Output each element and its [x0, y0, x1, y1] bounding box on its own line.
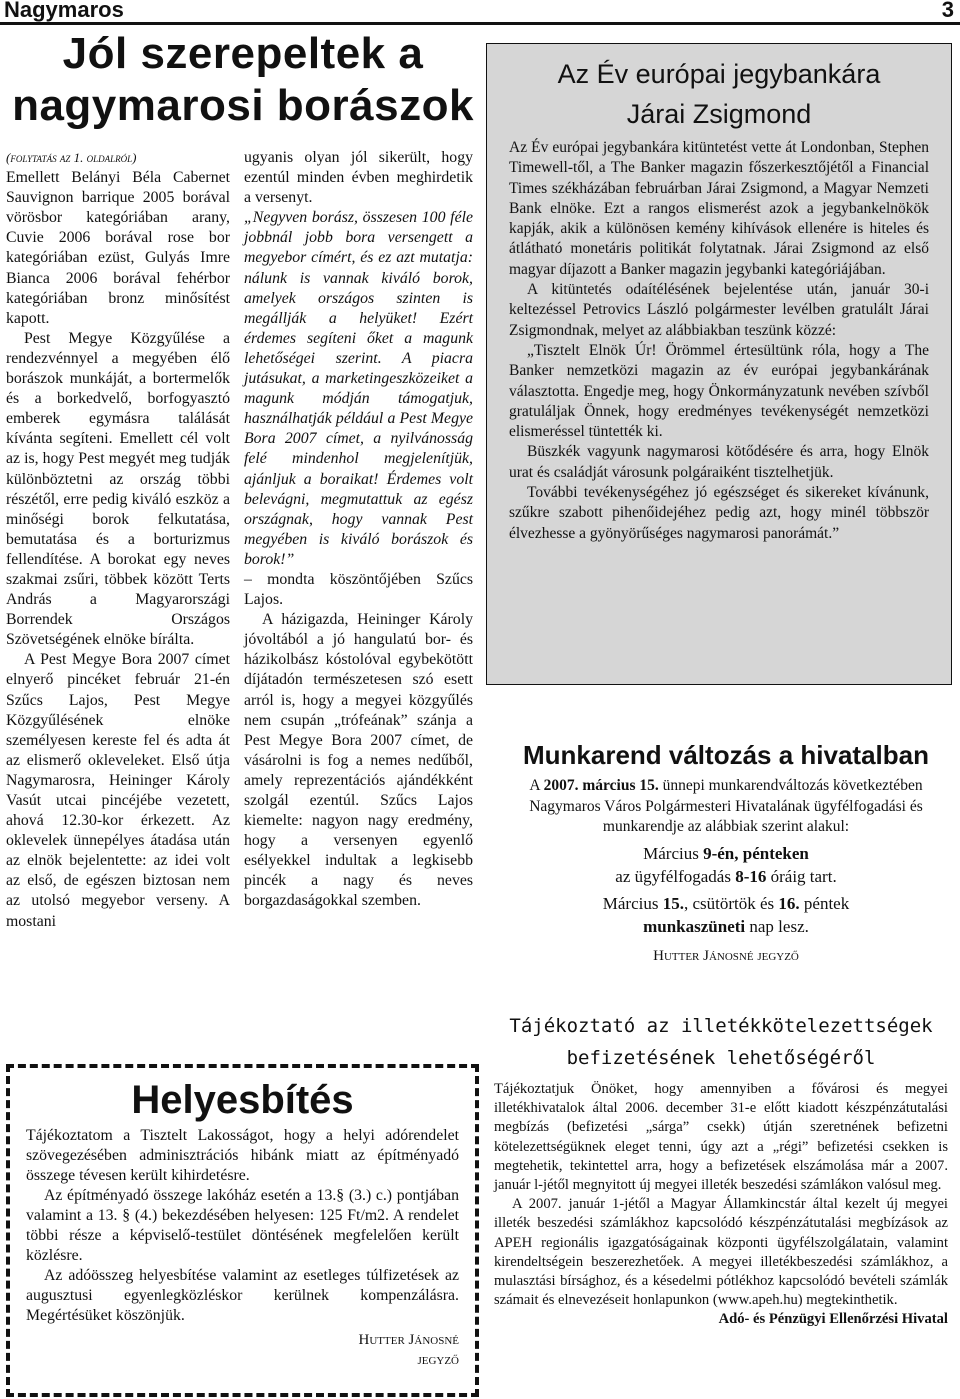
newspaper-name: Nagymaros — [4, 0, 124, 22]
paragraph: Pest Megye Közgyűlése a rendezvénnyel a megyében élő borászok munkáját, a bortermelők és a borkedvelő, borfogyasztó emberek egymásra találását kívánta segíteni. Emellett cél volt az is, hogy Pest megyét meg tudják különböztetni az ország többi részétől, erre pedig kiváló eszköz a minőségi borok felkutatása, bemutatása és a borturizmus fellendítése. A borokat egy neves szakmai zsűri, többek között Terts András a Magyarországi Borrendek Országos Szövetségének elnöke bírálta. — [6, 329, 230, 649]
title-line: Tájékoztató az illetékkötelezettségek — [509, 1015, 933, 1037]
paragraph: A házigazda, Heininger Károly jóvoltából a jó hangulatú bor- és házikolbász kóstolóval egybekötött díjátadón természetesen szó esett arról is, hogy a megyei közgyűlés nem csupán „trófeának” szánja a Pest Megye Bora 2007 címet, de vásárolni is fog a nemes nedűből, amely reprezentációs ajándékként szolgál ezentúl. Szűcs Lajos kiemelte: nagyon nagy eredmény, hogy a versenyen egyenlő esélyekkel indultak a legkisebb pincék a nagy és neves borgazdaságokkal szemben. — [244, 611, 473, 910]
paragraph: Tájékoztatjuk Önöket, hogy amennyiben a fővárosi és megyei illetékhivatalok által 2006. december 31-e előtt kiadott készpénzátutalási megbízás (befizetési „sárga” csekk) útján szeretnének befizetni kötelezettségüknek eleget tenni, úgy azt a „régi” befizetési csekken is megtehetik, tekintettel arra, hogy a befizetések elszámolása már a 2007. január l-jétől megnyitott új megyei illeték beszedési számlákon valósul meg. — [494, 1081, 948, 1194]
bank-article-body — [487, 138, 951, 544]
main-article-column-1 — [6, 148, 230, 932]
text: 9-én, pénteken — [703, 843, 809, 863]
date: 2007. március 15. — [543, 777, 659, 794]
paragraph: Az építményadó összege lakóház esetén a 13.§ (3.) c.) pontjában valamint a 13. § (4.) bekezdésében helyesen: 125 Ft/m2. A rendelet többi része a képviselő-testület döntésének megfelelően került közlésre. — [26, 1187, 459, 1264]
paragraph: A kitüntetés odaítélésének bejelentése után, január 30-i keltezéssel Petrovics László polgármester levélben gratulált Járai Zsigmondnak, melyet az alábbiakban teszünk közzé: — [509, 281, 929, 339]
correction-body — [10, 1126, 475, 1370]
paragraph: A 2007. január 1-jétől a Magyar Államkincstár által kezelt új megyei illeték beszedési számlákhoz kapcsolódó készpénzátutalási megbízások az APEH regionális igazgatóságainak központi ügyfélszolgálatain, valamint kirendeltségein beszerezhetőek. A megyei illetékbeszedési számlákhoz, a mulasztási bírsághoz, és a késedelmi pótlékhoz kapcsolódó bevételi számlák számait és elnevezéseit honlapunkon (www.apeh.hu) megtekinthetik. — [494, 1196, 948, 1309]
paragraph: Az Év európai jegybankára kitüntetést vette át Londonban, Stephen Timewell-től, a The Banker magazin főszerkesztőjétől a Financial Times székházában februárban Járai Zsigmond, a Magyar Nemzeti Bank elnöke. Ezt a rangos elismerést azok a jegybankelnökök kapják, akik a különösen kemény kihívások ellenére is hiteles és átlátható monetáris politikát folytatnak. Járai Zsigmond az első magyar díjazott a Banker magazin jegybanki kategóriájában. — [509, 139, 929, 278]
text: A — [529, 777, 544, 794]
schedule-line — [496, 915, 956, 938]
bank-article-box — [486, 43, 952, 685]
continued-note: (folytatás az 1. oldalról) — [6, 150, 137, 165]
title-line: Járai Zsigmond — [626, 99, 812, 129]
text: munkaszüneti — [643, 916, 746, 936]
text: 16. — [778, 893, 800, 913]
text: péntek — [799, 893, 850, 913]
fee-notice — [494, 1010, 948, 1330]
text: az ügyfélfogadás — [615, 866, 736, 886]
work-schedule-notice — [496, 738, 956, 966]
signature-title: jegyző — [417, 1352, 459, 1368]
correction-notice — [6, 1064, 479, 1397]
text: nap lesz. — [745, 916, 809, 936]
title-line: befizetésének lehetőségéről — [566, 1047, 876, 1069]
main-article-title: Jól szerepeltek a nagymarosi borászok — [12, 29, 474, 130]
schedule-line — [496, 842, 956, 865]
bank-article-title — [487, 54, 951, 134]
text: 8-16 — [735, 866, 767, 886]
text: Március — [643, 843, 704, 863]
schedule-line — [496, 865, 956, 888]
paragraph: A Pest Megye Bora 2007 címet elnyerő pincéket február 21-én Szűcs Lajos, Pest Megye Közgyűlésének elnöke személyesen kereste fel és adta át az elismerő okleveleket. Első útja Nagymarosra, Heininger Károly Vasút utcai pincéjébe vezetett, ahová 12.30-kor érkezett. Az oklevelek ünnepélyes átadása után az elnök bejelentette: az idei volt az első, de egészen biztosan nem az utolsó megyebor verseny. A mostani — [6, 651, 230, 930]
paragraph: ugyanis olyan jól sikerült, hogy ezentúl minden évben meghirdetik a versenyt. — [244, 149, 473, 207]
paragraph: Büszkék vagyunk nagymarosi kötődésére és arra, hogy Elnök urat és családját városunk polgáraiként tisztelhetjük. — [509, 443, 929, 481]
intro — [496, 776, 956, 838]
signature: Hutter Jánosné jegyző — [653, 947, 799, 964]
quote-attribution: – mondta köszöntőjében Szűcs Lajos. — [244, 570, 473, 609]
signature: Adó- és Pénzügyi Ellenőrzési Hivatal — [718, 1311, 948, 1328]
work-schedule-title: Munkarend változás a hivatalban — [522, 740, 929, 770]
paragraph: Az adóösszeg helyesbítése valamint az esetleges túlfizetések az augusztusi egyenlegközléskor kerülnek kompenzálásra. Megértésüket köszönjük. — [26, 1267, 459, 1324]
paragraph: További tevékenységéhez jó egészséget és sikereket kívánunk, szűkre szabott pihenőidejéhez pedig azt, hogy minél többször élvezhesse a gyönyörűséges nagymarosi panorámát.” — [509, 484, 929, 542]
text: , csütörtök és — [683, 893, 779, 913]
page-number: 3 — [941, 0, 954, 22]
title-line: Az Év európai jegybankára — [557, 59, 881, 89]
text: óráig tart. — [766, 866, 837, 886]
page-header — [0, 0, 960, 25]
fee-notice-body — [494, 1080, 948, 1330]
quote: „Negyven borász, összesen 100 féle jobbnál jobb bora versengett a megyebor címért, és ez azt mutatja: nálunk is vannak kiváló borok, amelyek országos szinten is megállják a helyüket! Ezért érdemes segíteni őket a magunk lehetőségei szerint. A piacra jutásukat, a marketingeszközeiket a magunk módján támogatjuk, használhatják például a Pest Megye Bora 2007 címet, a nyilvánosság felé mindenhol megjelenítjük, ajánljuk a boraikat! Érdemes volt belevágni, megmutattuk az egész országnak, hogy vannak Pest megyében is kiváló borászok és borok!” — [244, 209, 473, 568]
schedule-line — [496, 892, 956, 915]
paragraph: Tájékoztatom a Tisztelt Lakosságot, hogy a helyi adórendelet szövegezésében adminisztrációs hibánk miatt az építményadó összege tévesen került kihirdetésre. — [26, 1127, 459, 1184]
signature-name: Hutter Jánosné — [358, 1332, 459, 1348]
correction-title: Helyesbítés — [131, 1078, 354, 1122]
paragraph: Emellett Belányi Béla Cabernet Sauvignon barrique 2005 borával vörösbor kategóriában arany, Cuvie 2006 borával rose bor kategóriában ezüst, Gulyás Imre Bianca 2006 borával fehérbor kategóriában bronz minősítést kapott. — [6, 169, 230, 327]
paragraph: „Tisztelt Elnök Úr! Örömmel értesültünk róla, hogy a The Banker nemzetközi magazin az év európai jegybankárának választotta. Engedje meg, hogy Önkormányzatunk nevében szívből gratuláljak Önnek, hogy eredményes tevékenységét nemzetközi elismeréssel tüntették ki. — [509, 341, 929, 441]
fee-notice-title — [494, 1010, 948, 1074]
main-article-column-2 — [244, 148, 473, 912]
text: ünnepi munkarendváltozás következtében Nagymaros Város Polgármesteri Hivatalának ügyfélfogadási és munkarendje az alábbiak szerint alakul: — [529, 777, 923, 835]
text: 15. — [662, 893, 684, 913]
work-schedule-body — [496, 776, 956, 966]
text: Március — [602, 893, 663, 913]
